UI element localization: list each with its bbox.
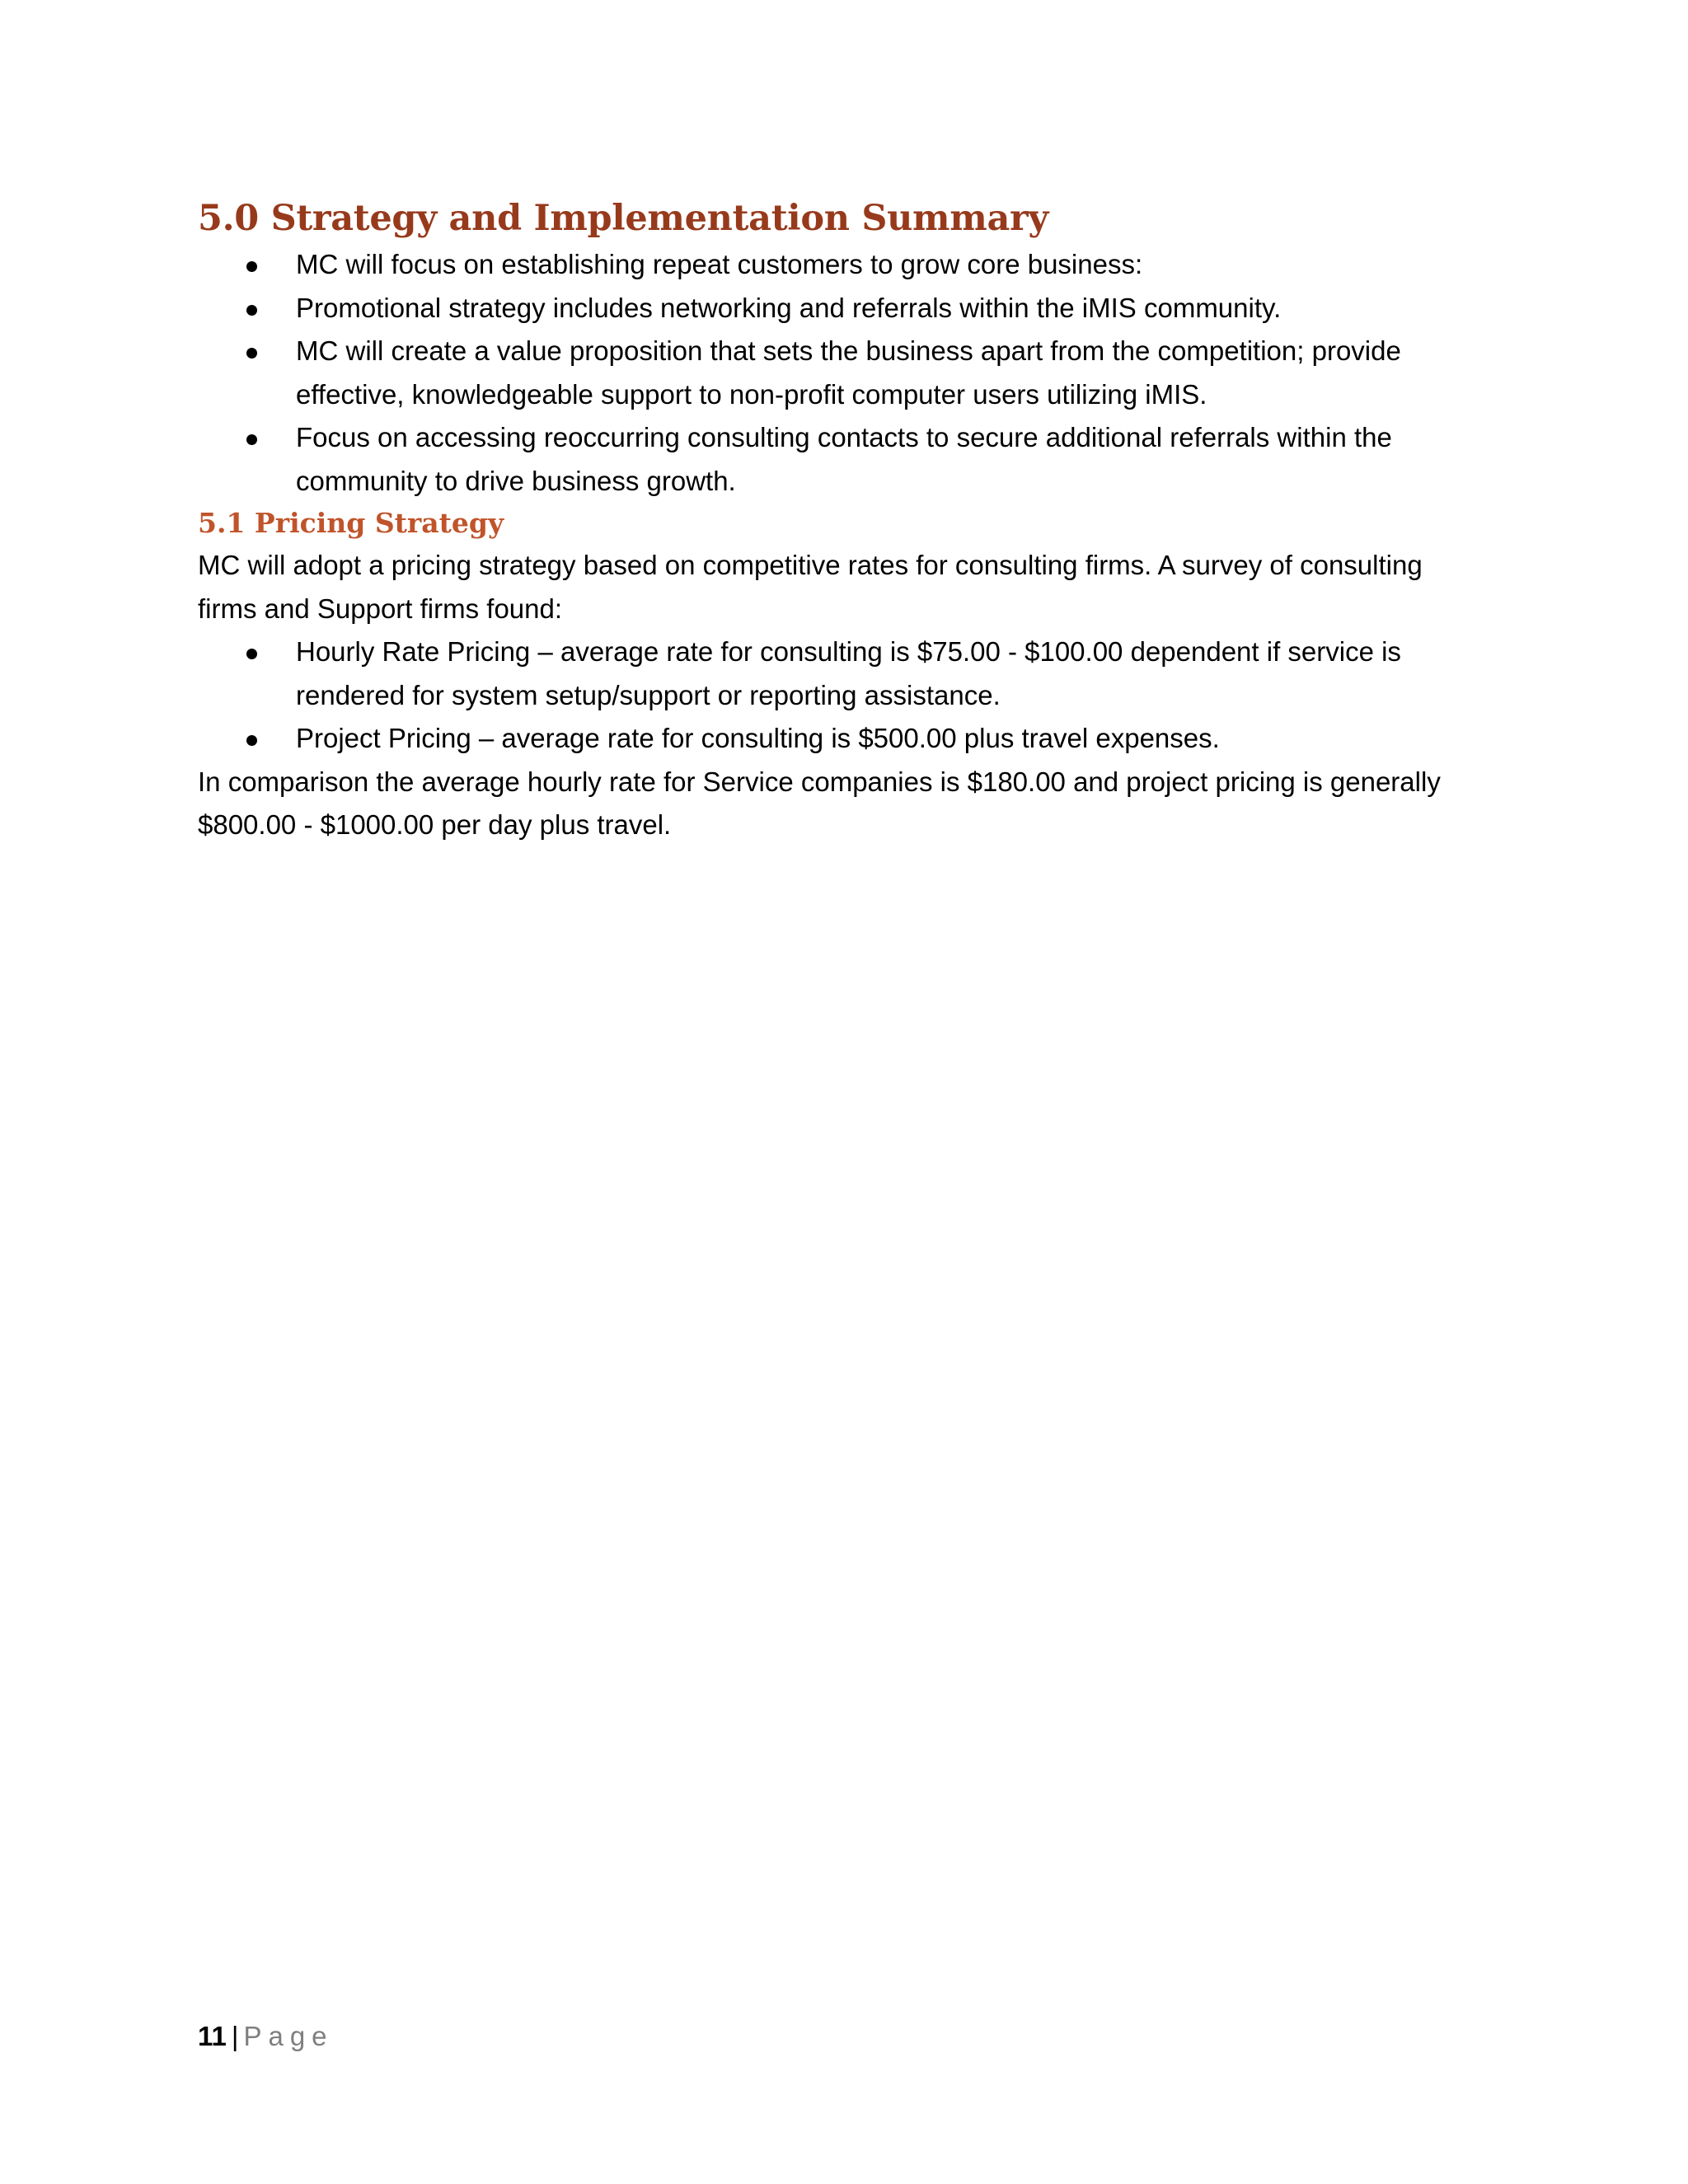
list-item <box>198 630 1484 717</box>
list-item-text: MC will focus on establishing repeat customers to grow core business: <box>296 249 1143 279</box>
page-number: 11 <box>198 2021 227 2051</box>
pricing-intro-paragraph: MC will adopt a pricing strategy based on competitive rates for consulting firms. A survey of consulting firms and Support firms found: <box>198 550 1423 624</box>
bullet-icon <box>246 649 257 659</box>
list-item-text: Project Pricing – average rate for consulting is $500.00 plus travel expenses. <box>296 723 1220 753</box>
list-item <box>198 330 1484 416</box>
list-item <box>198 243 1484 287</box>
list-item <box>198 416 1484 503</box>
bullet-icon <box>246 305 257 316</box>
subsection-title: 5.1 Pricing Strategy <box>198 507 504 539</box>
pricing-bullet-list <box>198 630 1484 761</box>
bullet-icon <box>246 434 257 445</box>
page-label: Page <box>243 2021 334 2051</box>
footer-separator: | <box>231 2021 239 2051</box>
page-footer <box>198 2016 334 2057</box>
section-title: 5.0 Strategy and Implementation Summary <box>198 198 1049 239</box>
pricing-comparison-paragraph: In comparison the average hourly rate for Service companies is $180.00 and project pricing is generally $800.00 - $1000.00 per day plus travel. <box>198 766 1441 840</box>
list-item-text: MC will create a value proposition that sets the business apart from the competition; provide effective, knowledgeable support to non-profit computer users utilizing iMIS. <box>296 335 1401 410</box>
bullet-icon <box>246 348 257 359</box>
list-item-text: Hourly Rate Pricing – average rate for consulting is $75.00 - $100.00 dependent if service is rendered for system setup/support or reporting assistance. <box>296 636 1401 710</box>
bullet-icon <box>246 261 257 272</box>
page-content <box>198 194 1484 847</box>
list-item <box>198 287 1484 330</box>
bullet-icon <box>246 735 257 746</box>
list-item <box>198 717 1484 761</box>
list-item-text: Promotional strategy includes networking and referrals within the iMIS community. <box>296 292 1282 323</box>
strategy-bullet-list <box>198 243 1484 503</box>
list-item-text: Focus on accessing reoccurring consulting contacts to secure additional referrals within the community to drive business growth. <box>296 422 1392 496</box>
